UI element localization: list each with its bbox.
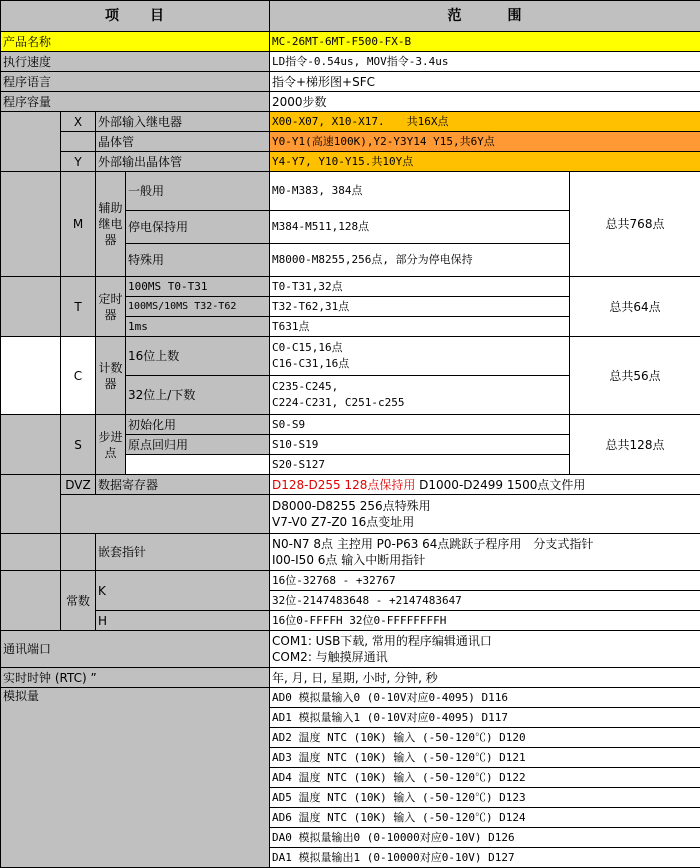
row-s-1	[1, 415, 700, 435]
m-item-value: M8000-M8255,256点, 部分为停电保持	[270, 244, 570, 277]
analog-item: DA1 模拟量输出1 (0-10000对应0-10V) D127	[270, 848, 700, 868]
row-m-1	[1, 172, 700, 211]
row-const-h	[1, 611, 700, 631]
m-item-label: 特殊用	[126, 244, 270, 277]
const-k-value: 32位-2147483648 - +2147483647	[270, 591, 700, 611]
transistor-label: 晶体管	[96, 132, 270, 152]
s-code: S	[61, 415, 96, 475]
row-pointer	[1, 534, 700, 571]
s-item-label	[126, 455, 270, 475]
pointer-line: I00-I50 6点 输入中断用指针	[272, 552, 698, 568]
comm-line: COM1: USB下载, 常用的程序编辑通讯口	[272, 633, 698, 649]
row-prog-cap	[1, 92, 700, 112]
product-name-label: 产品名称	[1, 32, 270, 52]
m-code: M	[61, 172, 96, 277]
m-group-label: 辅助继电器	[96, 172, 126, 277]
row-rtc	[1, 668, 700, 688]
t-total: 总共64点	[570, 277, 700, 337]
prog-lang-value: 指令+梯形图+SFC	[270, 72, 700, 92]
header-item: 项 目	[1, 1, 270, 32]
t-item-label: 1ms	[126, 317, 270, 337]
c-code: C	[61, 337, 96, 415]
analog-item: AD2 温度 NTC (10K) 输入 (-50-120℃) D120	[270, 728, 700, 748]
comm-label: 通讯端口	[1, 631, 270, 668]
comm-line: COM2: 与触摸屏通讯	[272, 649, 698, 665]
x-code: X	[61, 112, 96, 132]
row-c-1	[1, 337, 700, 376]
exec-speed-label: 执行速度	[1, 52, 270, 72]
s-item-value: S20-S127	[270, 455, 570, 475]
y-label: 外部输出晶体管	[96, 152, 270, 172]
row-const-k	[1, 571, 700, 591]
t-item-label: 100MS/10MS T32-T62	[126, 297, 270, 317]
s-item-value: S10-S19	[270, 435, 570, 455]
m-item-label: 停电保持用	[126, 211, 270, 244]
t-item-label: 100MS T0-T31	[126, 277, 270, 297]
c-value-line: C0-C15,16点	[272, 340, 567, 356]
row-dvz-2	[1, 495, 700, 534]
row-comm	[1, 631, 700, 668]
c-item-value	[270, 337, 570, 376]
const-h-value: 16位0-FFFFH 32位0-FFFFFFFFH	[270, 611, 700, 631]
rtc-value: 年, 月, 日, 星期, 小时, 分钟, 秒	[270, 668, 700, 688]
rtc-label: 实时时钟 (RTC) ”	[1, 668, 270, 688]
s-item-label: 初始化用	[126, 415, 270, 435]
analog-item: DA0 模拟量输出0 (0-10000对应0-10V) D126	[270, 828, 700, 848]
m-item-value: M384-M511,128点	[270, 211, 570, 244]
dvz-blank	[61, 495, 270, 534]
const-group-cell	[1, 571, 61, 631]
analog-item: AD6 温度 NTC (10K) 输入 (-50-120℃) D124	[270, 808, 700, 828]
m-item-label: 一般用	[126, 172, 270, 211]
io-group-cell	[1, 112, 61, 172]
c-group-label: 计数器	[96, 337, 126, 415]
dvz-line: V7-V0 Z7-Z0 16点变址用	[272, 514, 698, 530]
analog-item: AD0 模拟量输入0 (0-10V对应0-4095) D116	[270, 688, 700, 708]
prog-cap-value: 2000步数	[270, 92, 700, 112]
pointer-value	[270, 534, 700, 571]
c-item-label: 16位上数	[126, 337, 270, 376]
analog-item: AD5 温度 NTC (10K) 输入 (-50-120℃) D123	[270, 788, 700, 808]
analog-item: AD4 温度 NTC (10K) 输入 (-50-120℃) D122	[270, 768, 700, 788]
x-value: X00-X07, X10-X17. 共16X点	[270, 112, 700, 132]
dvz-code: DVZ	[61, 475, 96, 495]
dvz-value	[270, 475, 700, 495]
analog-item: AD3 温度 NTC (10K) 输入 (-50-120℃) D121	[270, 748, 700, 768]
y-value: Y4-Y7, Y10-Y15.共10Y点	[270, 152, 700, 172]
m-group-cell	[1, 172, 61, 277]
row-x	[1, 112, 700, 132]
analog-label: 模拟量	[1, 688, 270, 868]
dvz-group-cell	[1, 475, 61, 534]
c-item-value	[270, 376, 570, 415]
transistor-value: Y0-Y1(高速100K),Y2-Y3Y14 Y15,共6Y点	[270, 132, 700, 152]
header-row	[1, 1, 700, 32]
prog-cap-label: 程序容量	[1, 92, 270, 112]
prog-lang-label: 程序语言	[1, 72, 270, 92]
const-k-label: K	[96, 571, 270, 611]
s-group-cell	[1, 415, 61, 475]
row-product-name	[1, 32, 700, 52]
dvz-value-rest: D1000-D2499 1500点文件用	[415, 478, 585, 492]
s-total: 总共128点	[570, 415, 700, 475]
t-item-value: T0-T31,32点	[270, 277, 570, 297]
pointer-group-cell	[1, 534, 61, 571]
row-y	[1, 152, 700, 172]
c-value-line: C235-C245,	[272, 379, 567, 395]
s-item-label: 原点回归用	[126, 435, 270, 455]
pointer-label: 嵌套指针	[96, 534, 270, 571]
const-h-label: H	[96, 611, 270, 631]
s-item-value: S0-S9	[270, 415, 570, 435]
y-code: Y	[61, 152, 96, 172]
const-label: 常数	[61, 571, 96, 631]
m-total: 总共768点	[570, 172, 700, 277]
dvz-value-2	[270, 495, 700, 534]
t-group-cell	[1, 277, 61, 337]
dvz-label: 数据寄存器	[96, 475, 270, 495]
product-name-value: MC-26MT-6MT-F500-FX-B	[270, 32, 700, 52]
transistor-code	[61, 132, 96, 152]
c-total: 总共56点	[570, 337, 700, 415]
c-value-line: C16-C31,16点	[272, 356, 567, 372]
exec-speed-value: LD指令-0.54us, MOV指令-3.4us	[270, 52, 700, 72]
row-dvz	[1, 475, 700, 495]
c-item-label: 32位上/下数	[126, 376, 270, 415]
row-t-1	[1, 277, 700, 297]
header-range: 范 围	[270, 1, 700, 32]
pointer-line: N0-N7 8点 主控用 P0-P63 64点跳跃子程序用 分支式指针	[272, 536, 698, 552]
t-code: T	[61, 277, 96, 337]
c-group-cell	[1, 337, 61, 415]
t-group-label: 定时器	[96, 277, 126, 337]
dvz-value-highlight: D128-D255 128点保持用	[272, 478, 415, 492]
row-analog-0	[1, 688, 700, 708]
row-exec-speed	[1, 52, 700, 72]
analog-item: AD1 模拟量输入1 (0-10V对应0-4095) D117	[270, 708, 700, 728]
row-prog-lang	[1, 72, 700, 92]
t-item-value: T631点	[270, 317, 570, 337]
row-transistor	[1, 132, 700, 152]
c-value-line: C224-C231, C251-c255	[272, 395, 567, 411]
dvz-line: D8000-D8255 256点特殊用	[272, 498, 698, 514]
s-group-label: 步进点	[96, 415, 126, 475]
comm-value	[270, 631, 700, 668]
const-k-value: 16位-32768 - +32767	[270, 571, 700, 591]
t-item-value: T32-T62,31点	[270, 297, 570, 317]
x-label: 外部输入继电器	[96, 112, 270, 132]
m-item-value: M0-M383, 384点	[270, 172, 570, 211]
pointer-code	[61, 534, 96, 571]
